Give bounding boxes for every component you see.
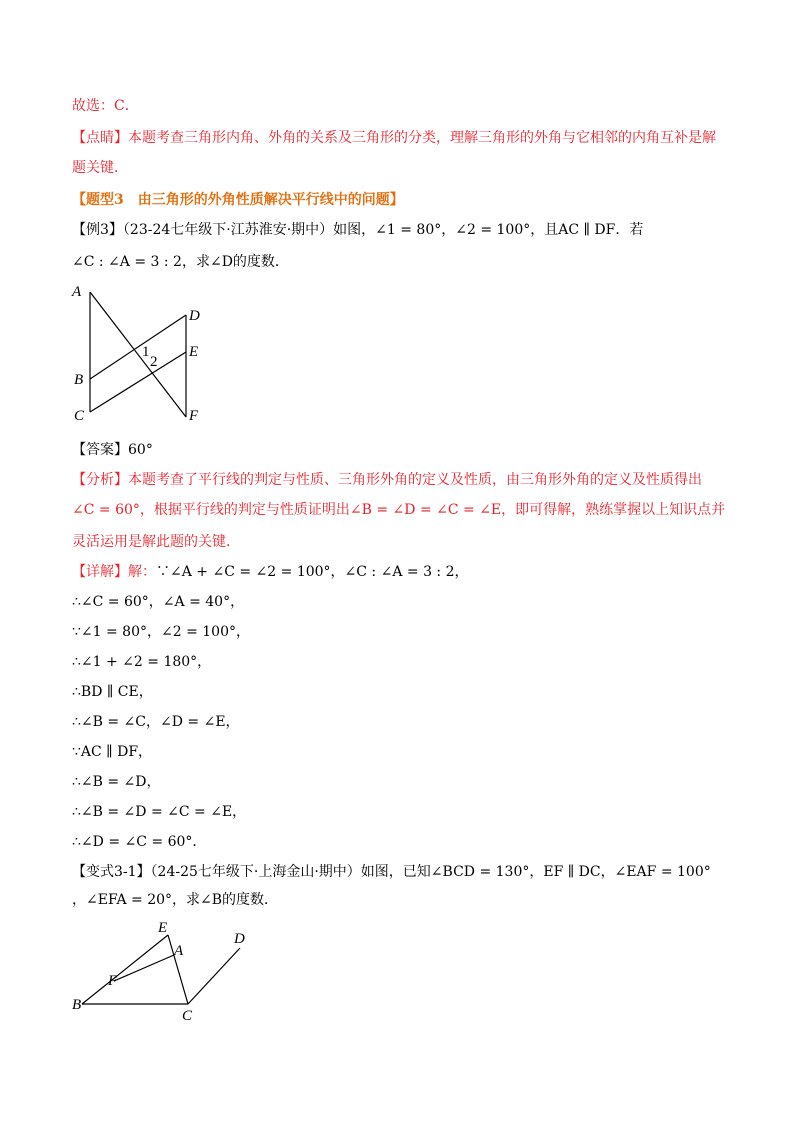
variant-3-1-line-1: 【变式3-1】（24-25七年级下·上海金山·期中）如图，已知∠BCD = 130°，EF ∥ DC，∠EAF = 100° xyxy=(72,864,711,880)
detail-line-0 xyxy=(72,562,469,582)
analysis-line-3: 灵活运用是解此题的关键． xyxy=(72,534,240,550)
detail-line-3: ∴∠1 + ∠2 = 180°， xyxy=(72,654,212,670)
detail-line-6: ∵AC ∥ DF， xyxy=(72,744,153,760)
detail-line-7: ∴∠B = ∠D， xyxy=(72,774,161,790)
label-B: B xyxy=(74,372,84,388)
detail-line-1: ∴∠C = 60°，∠A = 40°， xyxy=(72,594,245,610)
detail-line-5: ∴∠B = ∠C，∠D = ∠E， xyxy=(72,714,240,730)
label-D: D xyxy=(189,308,200,324)
label-D: D xyxy=(234,931,245,947)
detail-line-2: ∵∠1 = 80°，∠2 = 100°， xyxy=(72,624,250,640)
figure-1-diagram xyxy=(70,282,210,432)
section-heading: 【题型3 由三角形的外角性质解决平行线中的问题】 xyxy=(72,192,404,208)
comment-line-2: 题关键． xyxy=(72,160,128,176)
label-C: C xyxy=(74,408,85,424)
label-E: E xyxy=(158,920,168,936)
detail-line-9: ∴∠D = ∠C = 60°． xyxy=(72,834,207,850)
example-3-line-1: 【例3】（23-24七年级下·江苏淮安·期中）如图，∠1 = 80°，∠2 = 100°，且AC ∥ DF．若 xyxy=(72,222,644,238)
detail-line-8: ∴∠B = ∠D = ∠C = ∠E， xyxy=(72,804,247,820)
label-A: A xyxy=(174,943,184,959)
analysis-line-1: 【分析】本题考查了平行线的判定与性质、三角形外角的定义及性质，由三角形外角的定义及性质得出 xyxy=(72,472,702,488)
answer: 【答案】60° xyxy=(72,442,153,458)
label-F: F xyxy=(108,973,118,989)
detail-label: 【详解】解： xyxy=(72,564,156,580)
comment-line-1: 【点睛】本题考查三角形内角、外角的关系及三角形的分类，理解三角形的外角与它相邻的内角互补是解 xyxy=(72,130,716,146)
label-A: A xyxy=(72,284,82,300)
angle-2-label: 2 xyxy=(150,354,158,370)
detail-text: ∵∠A + ∠C = ∠2 = 100°，∠C : ∠A = 3 : 2， xyxy=(156,564,469,580)
label-B: B xyxy=(72,997,82,1013)
analysis-line-2: ∠C = 60°，根据平行线的判定与性质证明出∠B = ∠D = ∠C = ∠E，即可得解，熟练掌握以上知识点并 xyxy=(72,502,726,518)
label-E: E xyxy=(189,344,199,360)
variant-3-1-line-2: ，∠EFA = 20°，求∠B的度数． xyxy=(72,892,279,908)
label-F: F xyxy=(189,408,199,424)
figure-2-diagram xyxy=(70,915,260,1025)
label-C: C xyxy=(182,1008,193,1024)
answer-choice: 故选：C． xyxy=(72,98,139,114)
angle-1-label: 1 xyxy=(142,344,150,360)
example-3-line-2: ∠C : ∠A = 3 : 2，求∠D的度数． xyxy=(72,254,289,270)
detail-line-4: ∴BD ∥ CE， xyxy=(72,684,153,700)
